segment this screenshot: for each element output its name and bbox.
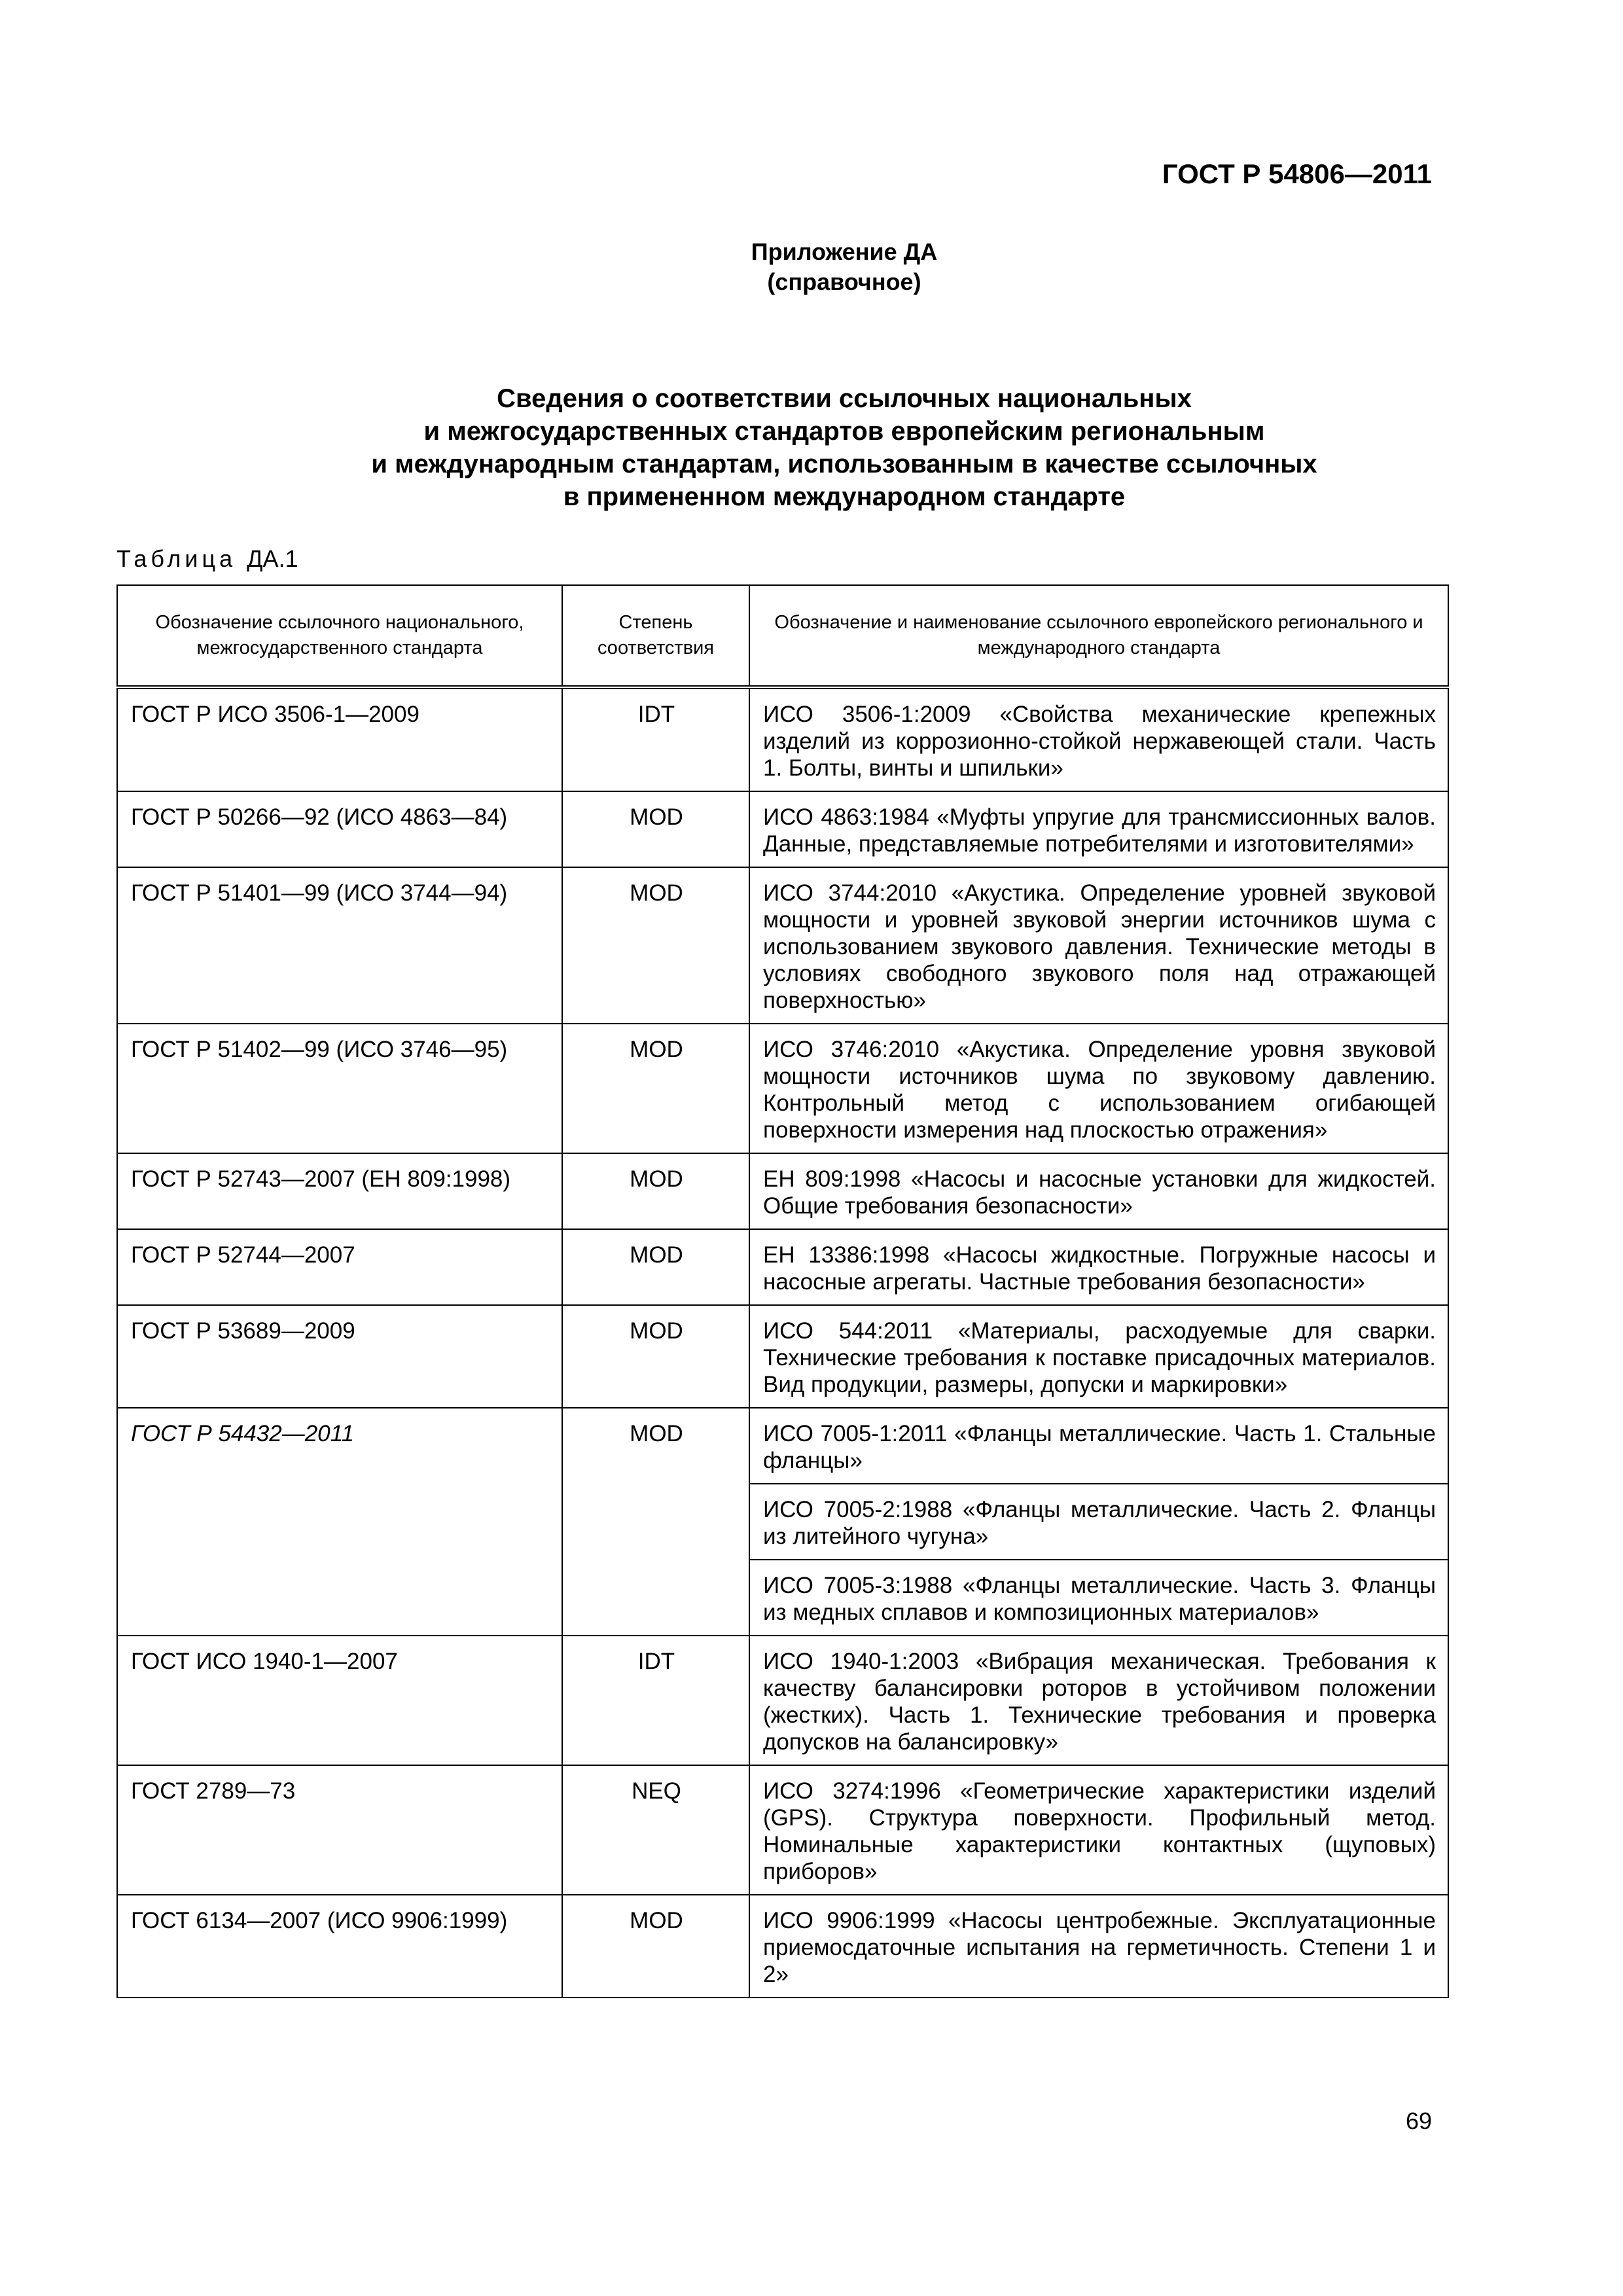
appendix-type: (справочное) — [767, 268, 921, 295]
table-row — [117, 1636, 1448, 1765]
section-title-line: в примененном международном стандарте — [563, 482, 1126, 511]
table-caption-label: Таблица — [116, 545, 237, 572]
international-standard-cell: ИСО 7005-1:2011 «Фланцы металлические. Часть 1. Стальные фланцы» — [749, 1408, 1448, 1484]
national-standard-cell: ГОСТ Р 52743—2007 (ЕН 809:1998) — [117, 1153, 562, 1229]
degree-cell: IDT — [562, 1636, 749, 1765]
degree-cell: IDT — [562, 687, 749, 791]
degree-cell: MOD — [562, 867, 749, 1024]
international-standard-cell: ИСО 4863:1984 «Муфты упругие для трансмиссионных валов. Данные, представляемые потребителями и изготовителями» — [749, 791, 1448, 867]
table-row — [117, 1024, 1448, 1153]
national-standard-cell: ГОСТ Р 53689—2009 — [117, 1305, 562, 1408]
international-standard-cell: ЕН 809:1998 «Насосы и насосные установки для жидкостей. Общие требования безопасности» — [749, 1153, 1448, 1229]
international-standard-cell: ИСО 7005-2:1988 «Фланцы металлические. Часть 2. Фланцы из литейного чугуна» — [749, 1484, 1448, 1560]
national-standard-cell: ГОСТ 2789—73 — [117, 1765, 562, 1895]
table-row — [117, 1895, 1448, 1998]
column-header-international: Обозначение и наименование ссылочного европейского регионального и международного стандарта — [749, 585, 1448, 687]
national-standard-cell: ГОСТ Р 51402—99 (ИСО 3746—95) — [117, 1024, 562, 1153]
column-header-national: Обозначение ссылочного национального, межгосударственного стандарта — [117, 585, 562, 687]
national-standard-cell: ГОСТ Р 51401—99 (ИСО 3744—94) — [117, 867, 562, 1024]
document-designation: ГОСТ Р 54806—2011 — [1162, 158, 1432, 189]
degree-cell: MOD — [562, 1895, 749, 1998]
table-caption-number: ДА.1 — [247, 545, 298, 572]
table-row — [117, 1153, 1448, 1229]
table-row — [117, 1765, 1448, 1895]
international-standard-cell: ИСО 3506-1:2009 «Свойства механические крепежных изделий из коррозионно-стойкой нержавеющей стали. Часть 1. Болты, винты и шпильки» — [749, 687, 1448, 791]
degree-cell: MOD — [562, 1229, 749, 1305]
international-standard-cell: ЕН 13386:1998 «Насосы жидкостные. Погружные насосы и насосные агрегаты. Частные требования безопасности» — [749, 1229, 1448, 1305]
national-standard-cell: ГОСТ Р 52744—2007 — [117, 1229, 562, 1305]
degree-cell: MOD — [562, 791, 749, 867]
table-caption — [116, 545, 298, 573]
table-row — [117, 791, 1448, 867]
table-row — [117, 1305, 1448, 1408]
degree-cell: MOD — [562, 1153, 749, 1229]
appendix-title: Приложение ДА — [751, 238, 938, 265]
degree-cell: MOD — [562, 1408, 749, 1636]
table-row — [117, 687, 1448, 791]
national-standard-cell: ГОСТ Р 50266—92 (ИСО 4863—84) — [117, 791, 562, 867]
appendix-heading — [0, 237, 1623, 297]
national-standard-cell: ГОСТ Р ИСО 3506-1—2009 — [117, 687, 562, 791]
correspondence-table — [116, 584, 1449, 1998]
section-title-line: Сведения о соответствии ссылочных национальных — [497, 384, 1192, 413]
international-standard-cell: ИСО 3274:1996 «Геометрические характеристики изделий (GPS). Структура поверхности. Профильный метод. Номинальные характеристики контактных (щуповых) приборов» — [749, 1765, 1448, 1895]
national-standard-cell: ГОСТ 6134—2007 (ИСО 9906:1999) — [117, 1895, 562, 1998]
degree-cell: MOD — [562, 1024, 749, 1153]
international-standard-cell: ИСО 3746:2010 «Акустика. Определение уровня звуковой мощности источников шума по звуковому давлению. Контрольный метод с использованием огибающей поверхности измерения над плоскостью отражения» — [749, 1024, 1448, 1153]
international-standard-cell: ИСО 544:2011 «Материалы, расходуемые для сварки. Технические требования к поставке присадочных материалов. Вид продукции, размеры, допуски и маркировки» — [749, 1305, 1448, 1408]
table-row — [117, 1408, 1448, 1484]
national-standard-cell: ГОСТ ИСО 1940-1—2007 — [117, 1636, 562, 1765]
page-number: 69 — [1405, 2108, 1432, 2134]
table-row — [117, 1229, 1448, 1305]
international-standard-cell: ИСО 1940-1:2003 «Вибрация механическая. Требования к качеству балансировки роторов в устойчивом положении (жестких). Часть 1. Технические требования и проверка допусков на балансировку» — [749, 1636, 1448, 1765]
table-row — [117, 867, 1448, 1024]
international-standard-cell: ИСО 3744:2010 «Акустика. Определение уровней звуковой мощности и уровней звуковой энергии источников шума с использованием звукового давления. Технические методы в условиях свободного звукового поля над отражающей поверхностью» — [749, 867, 1448, 1024]
international-standard-cell: ИСО 7005-3:1988 «Фланцы металлические. Часть 3. Фланцы из медных сплавов и композиционных материалов» — [749, 1560, 1448, 1636]
international-standard-cell: ИСО 9906:1999 «Насосы центробежные. Эксплуатационные приемосдаточные испытания на герметичность. Степени 1 и 2» — [749, 1895, 1448, 1998]
section-title — [0, 382, 1623, 513]
table-body — [117, 687, 1448, 1998]
section-title-line: и международным стандартам, использованным в качестве ссылочных — [371, 450, 1317, 478]
degree-cell: MOD — [562, 1305, 749, 1408]
section-title-line: и межгосударственных стандартов европейским региональным — [423, 417, 1265, 446]
national-standard-cell: ГОСТ Р 54432—2011 — [117, 1408, 562, 1636]
degree-cell: NEQ — [562, 1765, 749, 1895]
column-header-degree: Степень соответствия — [562, 585, 749, 687]
table-header-row — [117, 585, 1448, 687]
